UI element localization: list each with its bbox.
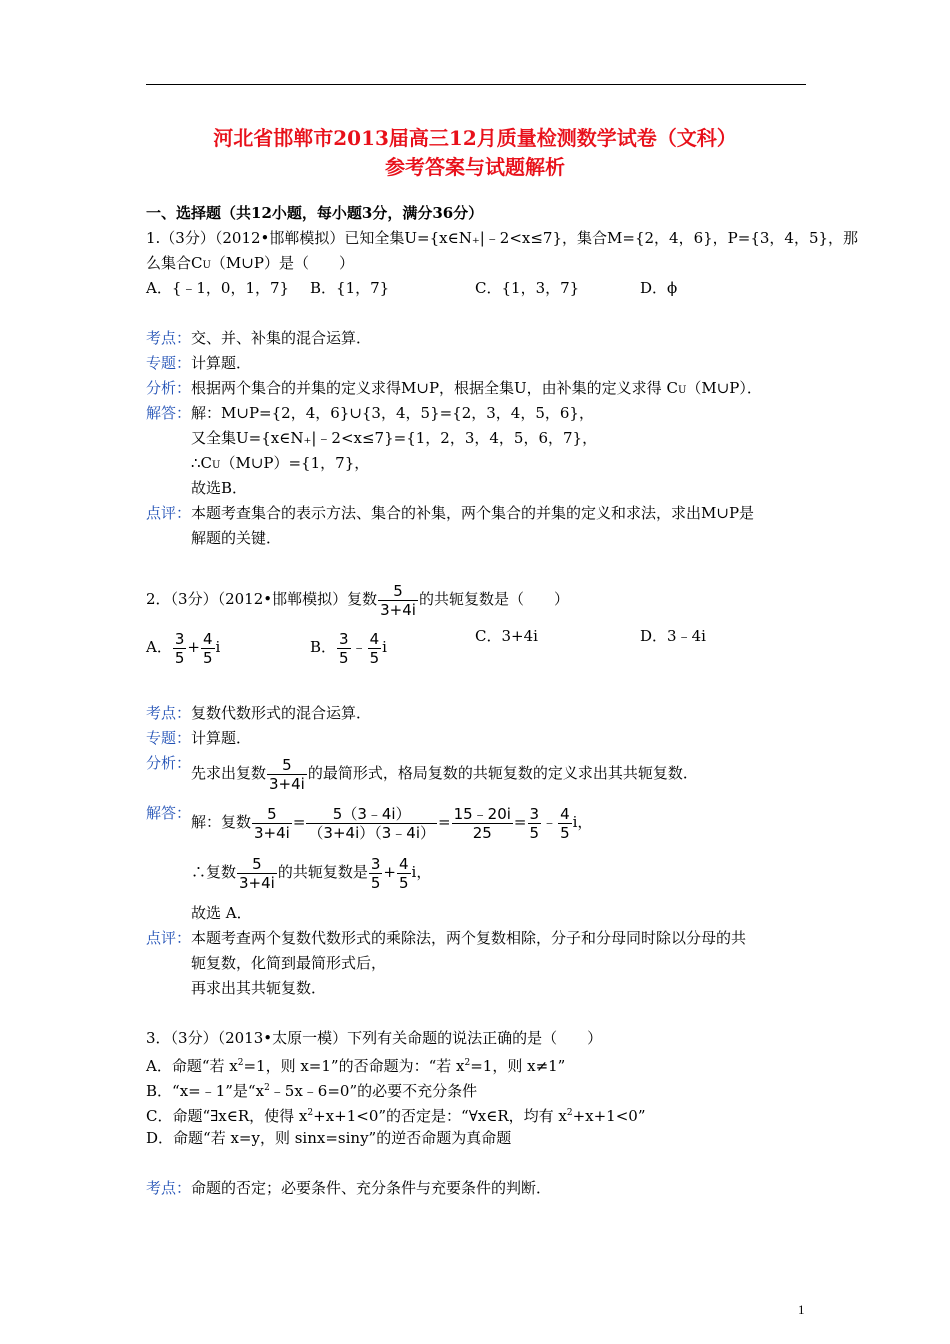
q3-option-a: A．命题“若 $x^2=1$，则 x=1”的否命题为：“若 $x^2=1$，则 x≠1”	[146, 1057, 566, 1075]
q2-zhuanti: 专题：计算题．	[146, 729, 252, 747]
q2-jieda-label: 解答：	[146, 804, 192, 822]
q3-option-b: B．“x=﹣1”是“$x^2﹣5x﹣6=0$”的必要不充分条件	[146, 1082, 478, 1100]
q1-option-a: A．{﹣1，0，1，7}	[146, 279, 290, 297]
q2-jieda-line2: ∴复数 $\frac{5}{3+4i}$ 的共轭复数是 $\frac{3}{5}$ + $\frac{4}{5}$ i，	[191, 854, 432, 892]
q3-option-d: D．命题“若 x=y，则 sinx=siny”的逆否命题为真命题	[146, 1129, 512, 1147]
q1-jieda-line2: 又全集U={x∈N₊|﹣2<x≤7}={1，2，3，4，5，6，7}，	[191, 429, 598, 447]
q2-option-d: D．3﹣4i	[640, 627, 706, 645]
q2-jieda-line1: 解：复数 $\frac{5}{3+4i}$ = $\frac{5(3﹣4i)}{(3+4i)(3﹣4i)}$ = $\frac{15﹣20i}{25}$ = $\frac{3}{5}$ ﹣ $\frac{4}{5}$ i，	[191, 804, 593, 842]
q1-jieda: 解答：解：M∪P={2，4，6}∪{3，4，5}={2，3，4，5，6}，	[146, 404, 594, 422]
q2-option-a: A． $\frac{3}{5}$ + $\frac{4}{5}$ i	[146, 629, 221, 667]
q2-fenxi-label: 分析：	[146, 754, 192, 772]
q1-zhuanti: 专题：计算题．	[146, 354, 252, 372]
doc-title: 河北省邯郸市2013届高三12月质量检测数学试卷（文科）	[213, 126, 737, 150]
q1-fenxi: 分析：根据两个集合的并集的定义求得M∪P，根据全集U，由补集的定义求得 CU（M∪P）．	[146, 379, 762, 397]
page-number: 1	[798, 1302, 805, 1317]
q1-option-c: C．{1，3，7}	[475, 279, 580, 297]
q2-dianping: 点评：本题考查两个复数代数形式的乘除法，两个复数相除，分子和分母同时除以分母的共	[146, 929, 747, 947]
header-rule	[146, 84, 806, 85]
q1-kaodian: 考点：交、并、补集的混合运算．	[146, 329, 372, 347]
q3-option-c: C．命题“∃x∈R，使得 $x^2+x+1<0$”的否定是：“∀x∈R，均有 $x^2+x+1<0$”	[146, 1107, 646, 1125]
section-heading: 一、选择题（共12小题，每小题3分，满分36分）	[146, 204, 484, 222]
q1-jieda-line4: 故选B．	[191, 479, 248, 497]
q1-stem-line1: 1.（3分）（2012•邯郸模拟）已知全集U={x∈N₊|﹣2<x≤7}，集合M={2，4，6}，P={3，4，5}，那	[146, 229, 859, 247]
q2-dianping-line3: 再求出其共轭复数．	[191, 979, 327, 997]
q3-stem: 3．（3分）（2013•太原一模）下列有关命题的说法正确的是（ ）	[146, 1029, 603, 1047]
q2-dianping-line2: 轭复数，化简到最简形式后，	[191, 954, 387, 972]
q1-jieda-line3: ∴CU（M∪P）={1，7}，	[191, 454, 370, 472]
q2-kaodian: 考点：复数代数形式的混合运算．	[146, 704, 372, 722]
q1-option-b: B．{1，7}	[310, 279, 390, 297]
q2-option-c: C．3+4i	[475, 627, 538, 645]
fraction: $\frac{5}{3+4i}$	[380, 581, 416, 619]
q2-fenxi: 先求出复数 $\frac{5}{3+4i}$ 的最简形式，格局复数的共轭复数的定义求出其共轭复数．	[191, 755, 698, 793]
q1-option-d: D．ϕ	[640, 279, 678, 297]
q3-kaodian: 考点：命题的否定；必要条件、充分条件与充要条件的判断．	[146, 1179, 552, 1197]
q2-stem: 2．（3分）（2012•邯郸模拟）复数 $\frac{5}{3+4i}$ 的共轭复数是（ ）	[146, 581, 569, 619]
q1-dianping: 点评：本题考查集合的表示方法、集合的补集，两个集合的并集的定义和求法，求出M∪P是	[146, 504, 755, 522]
q2-option-b: B． $\frac{3}{5}$ ﹣ $\frac{4}{5}$ i	[310, 629, 387, 667]
q1-stem-line2: 么集合CU（M∪P）是（ ）	[146, 254, 354, 272]
q1-dianping-line2: 解题的关键．	[191, 529, 282, 547]
q2-jieda-line3: 故选 A．	[191, 904, 252, 922]
doc-subtitle: 参考答案与试题解析	[385, 155, 565, 179]
